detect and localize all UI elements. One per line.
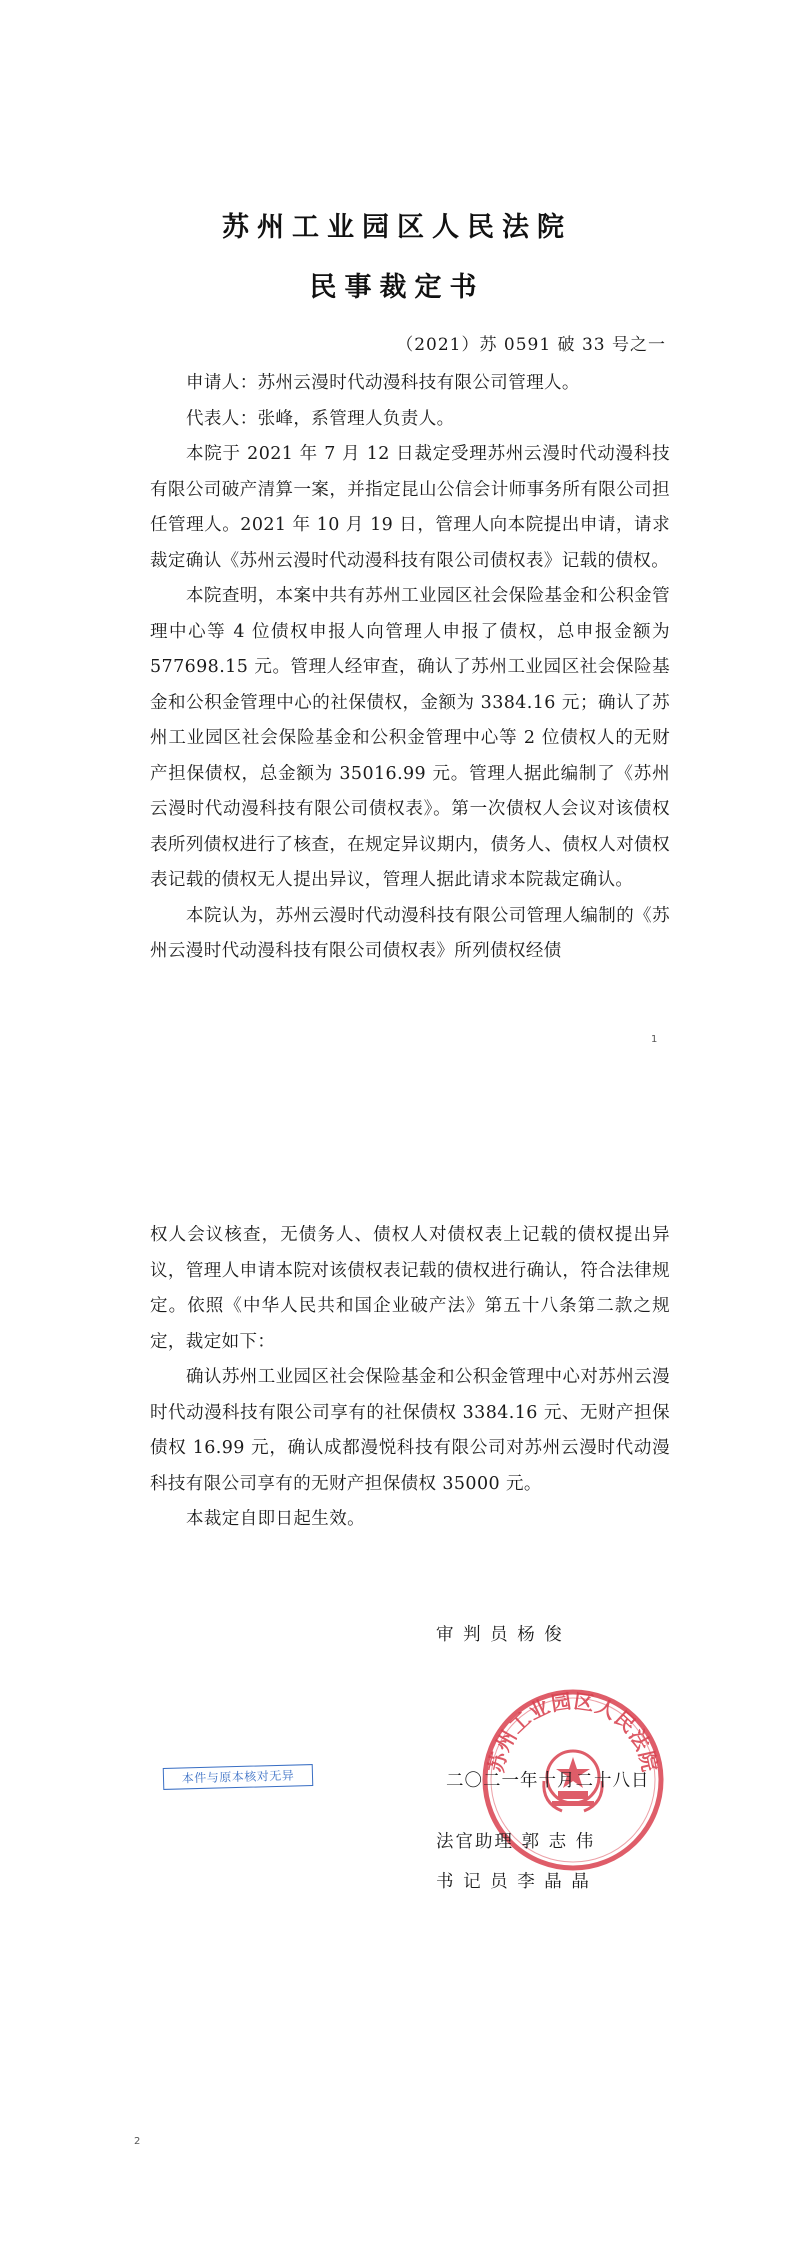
clerk-line: 书 记 员 李 晶 晶 — [436, 1872, 591, 1892]
effective-paragraph: 本裁定自即日起生效。 — [186, 1509, 365, 1529]
case-number: （2021）苏 0591 破 33 号之一 — [396, 335, 666, 355]
page-number-2: 2 — [134, 2136, 141, 2147]
representative-paragraph: 代表人：张峰，系管理人负责人。 — [186, 408, 455, 429]
seal-text: 苏州工业园区人民法院 — [483, 1688, 663, 1775]
acceptance-paragraph: 本院于 2021 年 7 月 12 日裁定受理苏州云漫时代动漫科技有限公司破产清算一案，并指定昆山公信会计师事务所有限公司担任管理人。2021 年 10 月 19 日，管理人向本院提出申请，请求裁定确认《苏州云漫时代动漫科技有限公司债权表》记载的债权。 — [150, 444, 670, 571]
page1-body — [150, 366, 670, 970]
document-page-2 — [0, 1100, 794, 2244]
judge-signature-line: 审 判 员 杨 俊 — [436, 1625, 564, 1645]
judicial-assistant-line: 法官助理 郭 志 伟 — [436, 1832, 596, 1852]
document-page-1 — [0, 0, 794, 1100]
page-number-1: 1 — [651, 1034, 658, 1045]
court-name-title: 苏州工业园区人民法院 — [222, 212, 572, 243]
applicant-paragraph: 申请人：苏州云漫时代动漫科技有限公司管理人。 — [186, 373, 580, 393]
copy-verification-stamp: 本件与原本核对无异 — [163, 1764, 314, 1790]
ruling-date: 二〇二一年十月二十八日 — [446, 1771, 650, 1791]
page2-body — [150, 1218, 670, 1538]
findings-paragraph: 本院查明，本案中共有苏州工业园区社会保险基金和公积金管理中心等 4 位债权申报人向管理人申报了债权，总申报金额为 577698.15 元。管理人经审查，确认了苏州工业园区社会保险基金和公积金管理中心的社保债权，金额为 3384.16 元；确认了苏州工业园区社会保险基金和公积金管理中心等 2 位债权人的无财产担保债权，总金额为 35016.99 元。管理人据此编制了《苏州云漫时代动漫科技有限公司债权表》。第一次债权人会议对该债权表所列债权进行了核查，在规定异议期内，债务人、债权人对债权表记载的债权无人提出异议，管理人据此请求本院裁定确认。 — [150, 586, 670, 890]
document-type-title: 民事裁定书 — [309, 272, 485, 303]
review-paragraph: 权人会议核查，无债务人、债权人对债权表上记载的债权提出异议，管理人申请本院对该债权表记载的债权进行确认，符合法律规定。依照《中华人民共和国企业破产法》第五十八条第二款之规定，裁定如下： — [150, 1225, 670, 1352]
opinion-paragraph: 本院认为，苏州云漫时代动漫科技有限公司管理人编制的《苏州云漫时代动漫科技有限公司债权表》所列债权经债 — [150, 905, 670, 961]
ruling-paragraph: 确认苏州工业园区社会保险基金和公积金管理中心对苏州云漫时代动漫科技有限公司享有的社保债权 3384.16 元、无财产担保债权 16.99 元，确认成都漫悦科技有限公司对苏州云漫时代动漫科技有限公司享有的无财产担保债权 35000 元。 — [150, 1367, 670, 1494]
